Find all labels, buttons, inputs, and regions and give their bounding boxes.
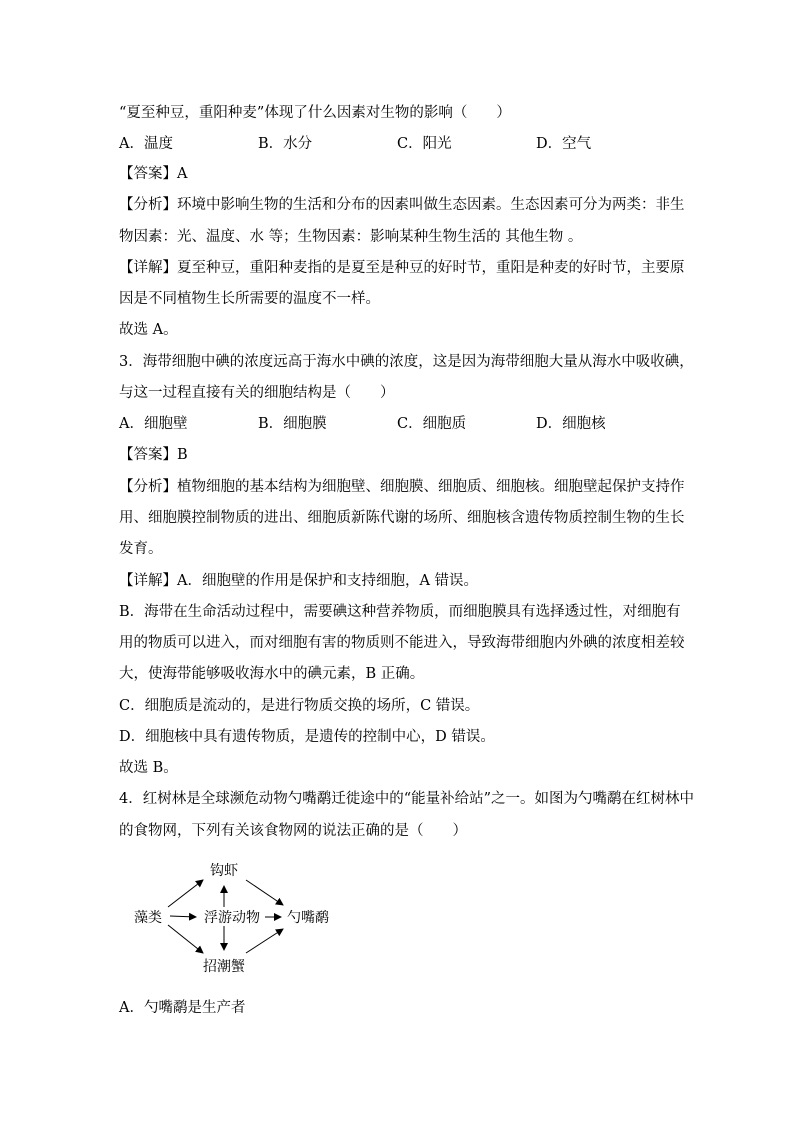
arrow-crab-to-sandpiper	[246, 929, 283, 953]
node-crab: 招潮蟹	[203, 959, 245, 975]
node-sandpiper: 勺嘴鹬	[287, 910, 329, 926]
q3-option-b: B．细胞膜	[258, 416, 327, 432]
q3-detail-c: C．细胞质是流动的，是进行物质交换的场所，C 错误。	[119, 698, 480, 714]
q2-option-b: B．水分	[258, 136, 313, 152]
q3-conclusion: 故选 B。	[119, 760, 178, 776]
q2-stem: “夏至种豆，重阳种麦”体现了什么因素对生物的影响（ ）	[119, 105, 511, 121]
node-plankton: 浮游动物	[204, 910, 260, 926]
q4-stem-line-1: 4．红树林是全球濒危动物勺嘴鹬迁徙途中的“能量补给站”之一。如图为勺嘴鹬在红树林中	[119, 791, 695, 807]
q3-option-a: A．细胞壁	[119, 416, 188, 432]
q3-option-c: C．细胞质	[397, 416, 467, 432]
arrow-shrimp-to-sandpiper	[246, 880, 283, 905]
q3-stem-line-2: 与这一过程直接有关的细胞结构是（ ）	[119, 385, 395, 401]
q3-option-d: D．细胞核	[536, 416, 606, 432]
q2-detail-line-2: 因是不同植物生长所需要的温度不一样。	[119, 291, 380, 307]
food-web-diagram	[128, 855, 338, 980]
arrow-algae-to-plankton	[170, 916, 196, 917]
q2-option-c: C．阳光	[397, 136, 452, 152]
q2-answer: 【答案】A	[119, 166, 188, 182]
q3-stem-line-1: 3．海带细胞中碘的浓度远高于海水中碘的浓度，这是因为海带细胞大量从海水中吸收碘，	[119, 354, 694, 370]
q2-conclusion: 故选 A。	[119, 322, 178, 338]
q3-detail-b-line-1: B．海带在生命活动过程中，需要碘这种营养物质，而细胞膜具有选择透过性，对细胞有	[119, 604, 681, 620]
q3-analysis-line-3: 发育。	[119, 541, 163, 557]
q3-analysis-line-2: 用、细胞膜控制物质的进出、细胞质新陈代谢的场所、细胞核含遗传物质控制生物的生长	[119, 510, 685, 526]
arrow-algae-to-shrimp	[168, 880, 203, 907]
q4-option-a: A．勺嘴鹬是生产者	[119, 1000, 246, 1016]
q3-detail-b-line-2: 用的物质可以进入，而对细胞有害的物质则不能进入，导致海带细胞内外碘的浓度相差较	[119, 635, 685, 651]
q4-stem-line-2: 的食物网，下列有关该食物网的说法正确的是（ ）	[119, 823, 467, 839]
q2-analysis-line-1: 【分析】环境中影响生物的生活和分布的因素叫做生态因素。生态因素可分为两类：非生	[119, 197, 685, 213]
q2-option-d: D．空气	[536, 136, 592, 152]
node-shrimp: 钩虾	[210, 863, 238, 879]
node-algae: 藻类	[134, 910, 162, 926]
q3-analysis-line-1: 【分析】植物细胞的基本结构为细胞壁、细胞膜、细胞质、细胞核。细胞壁起保护支持作	[119, 479, 685, 495]
q2-analysis-line-2: 物因素：光、温度、水 等；生物因素：影响某种生物生活的 其他生物 。	[119, 229, 583, 245]
q2-detail-line-1: 【详解】夏至种豆，重阳种麦指的是夏至是种豆的好时节，重阳是种麦的好时节，主要原	[119, 260, 685, 276]
arrow-algae-to-crab	[168, 925, 203, 953]
q3-detail-b-line-3: 大，使海带能够吸收海水中的碘元素，B 正确。	[119, 666, 425, 682]
q3-detail-d: D．细胞核中具有遗传物质，是遗传的控制中心，D 错误。	[119, 729, 495, 745]
q3-answer: 【答案】B	[119, 447, 188, 463]
q3-detail-a: 【详解】A．细胞壁的作用是保护和支持细胞，A 错误。	[119, 573, 479, 589]
q2-option-a: A．温度	[119, 136, 173, 152]
